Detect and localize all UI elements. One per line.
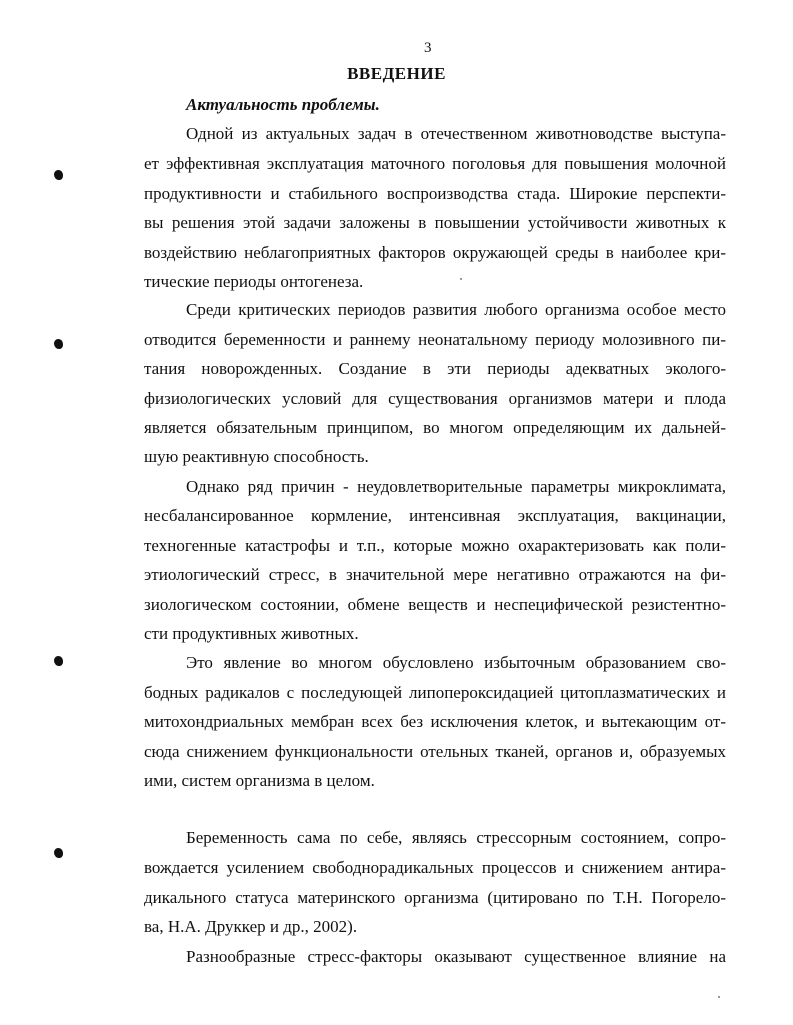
text-line: вождается усилением свободнорадикальных процессов и снижением антира- xyxy=(144,858,726,877)
text-line: митохондриальных мембран всех без исключения клеток, и вытекающим от- xyxy=(144,712,726,731)
text-line: сюда снижением функциональности отельных тканей, органов и, образуемых xyxy=(144,742,726,761)
text-line: дикального статуса материнского организма (цитировано по Т.Н. Погорело- xyxy=(144,888,726,907)
text-line: несбалансированное кормление, интенсивная эксплуатация, вакцинации, xyxy=(144,506,726,525)
text-line: ва, Н.А. Друккер и др., 2002). xyxy=(144,917,358,936)
text-line: Среди критических периодов развития любого организма особое место xyxy=(186,300,726,319)
text-line: тания новорожденных. Создание в эти периоды адекватных эколого- xyxy=(144,359,726,378)
text-line: шую реактивную способность. xyxy=(144,447,369,466)
page-number: 3 xyxy=(424,40,432,56)
text-line: этиологический стресс, в значительной мере негативно отражаются на фи- xyxy=(144,565,726,584)
text-line: сти продуктивных животных. xyxy=(144,624,359,643)
text-line: Одной из актуальных задач в отечественном животноводстве выступа- xyxy=(186,124,726,143)
text-line: техногенные катастрофы и т.п., которые можно охарактеризовать как поли- xyxy=(144,536,726,555)
text-line: Беременность сама по себе, являясь стрессорным состоянием, сопро- xyxy=(186,828,726,847)
text-line: отводится беременности и раннему неонатальному периоду молозивного пи- xyxy=(144,330,726,349)
text-line: продуктивности и стабильного воспроизводства стада. Широкие перспекти- xyxy=(144,184,726,203)
text-line: ет эффективная эксплуатация маточного поголовья для повышения молочной xyxy=(144,154,726,173)
scan-speck xyxy=(460,278,462,280)
scan-mark xyxy=(54,339,63,349)
text-line: физиологических условий для существования организмов матери и плода xyxy=(144,389,726,408)
scan-mark xyxy=(54,656,63,666)
text-line: ими, систем организма в целом. xyxy=(144,771,375,790)
text-line: Это явление во многом обусловлено избыточным образованием сво- xyxy=(186,653,726,672)
scan-speck xyxy=(718,996,720,998)
text-line: является обязательным принципом, во многом определяющим их дальней- xyxy=(144,418,726,437)
text-line: бодных радикалов с последующей липопероксидацией цитоплазматических и xyxy=(144,683,726,702)
scan-mark xyxy=(54,848,63,858)
text-line: зиологическом состоянии, обмене веществ и неспецифической резистентно- xyxy=(144,595,726,614)
text-line: воздействию неблагоприятных факторов окружающей среды в наиболее кри- xyxy=(144,243,726,262)
text-line: вы решения этой задачи заложены в повышении устойчивости животных к xyxy=(144,213,726,232)
text-line: тические периоды онтогенеза. xyxy=(144,272,364,291)
scan-mark xyxy=(54,170,63,180)
text-line: Однако ряд причин - неудовлетворительные параметры микроклимата, xyxy=(186,477,726,496)
section-subtitle: Актуальность проблемы. xyxy=(186,95,380,114)
text-line: Разнообразные стресс-факторы оказывают существенное влияние на xyxy=(186,947,726,966)
page-title: ВВЕДЕНИЕ xyxy=(347,64,446,83)
